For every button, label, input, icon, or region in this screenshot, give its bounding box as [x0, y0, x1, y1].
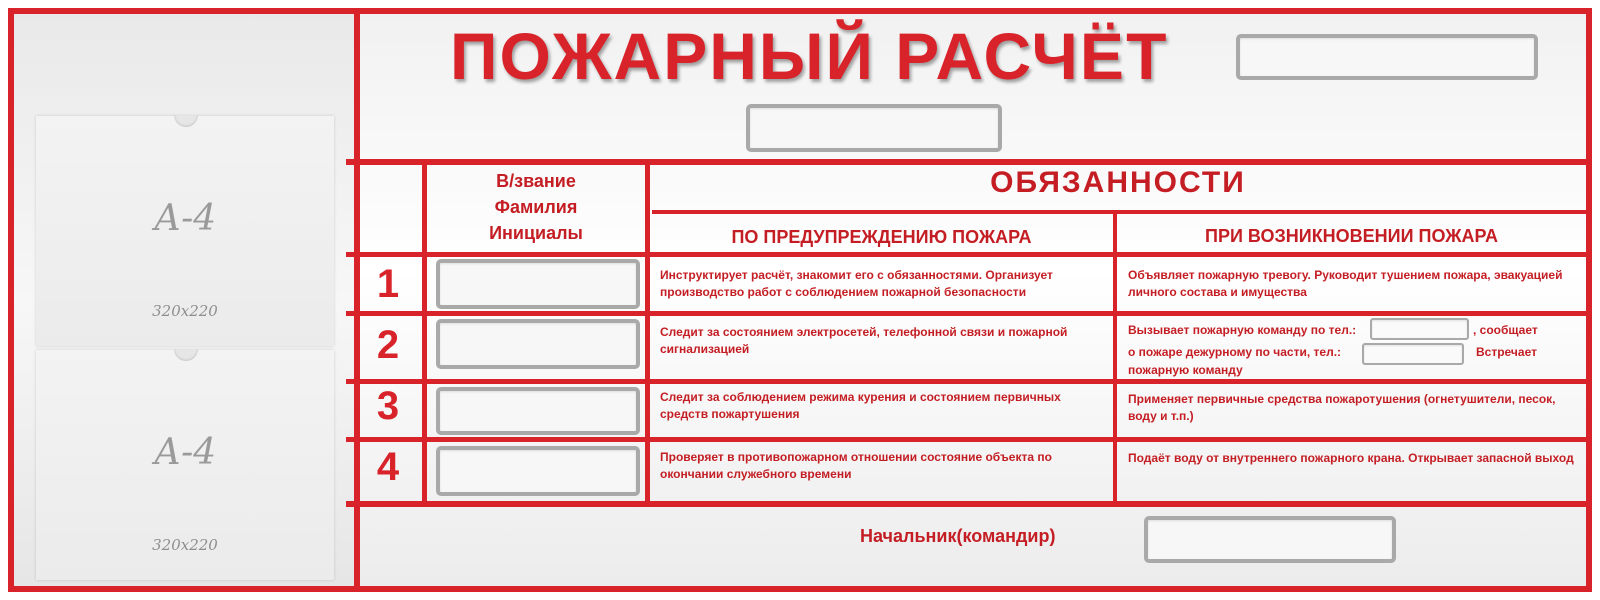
chief-name-field[interactable]: [1144, 516, 1396, 563]
title-right-field[interactable]: [1236, 34, 1538, 80]
pocket-notch: [174, 115, 198, 127]
duties-divider: [652, 210, 1586, 214]
prevention-header: ПО ПРЕДУПРЕЖДЕНИЮ ПОЖАРА: [731, 227, 1032, 247]
pocket-notch: [174, 349, 198, 361]
duty-officer-phone-field[interactable]: [1362, 343, 1464, 365]
a4-pocket-top: [36, 116, 334, 346]
fire-duty-2-part2: , сообщает: [1473, 323, 1538, 337]
duties-header: ОБЯЗАННОСТИ: [990, 166, 1246, 199]
fire-duty-4: Подаёт воду от внутреннего пожарного крана. Открывает запасной выход: [1128, 451, 1574, 465]
pocket-format: А-4: [153, 198, 217, 239]
row-number: 1: [376, 262, 400, 306]
row-divider: [346, 379, 1586, 384]
name-column-line: [645, 160, 650, 504]
prevention-duty-2: Следит за состоянием электросетей, телефонной связи и пожарной сигнализацией: [660, 325, 1068, 356]
document-pockets-panel: [14, 14, 360, 586]
name-field-1[interactable]: [436, 259, 640, 309]
pocket-format: А-4: [153, 432, 217, 473]
fire-duty-2-part5: пожарную команду: [1128, 363, 1243, 377]
prevention-duty-4: Проверяет в противопожарном отношении состояние объекта по окончании служебного времени: [660, 450, 1052, 481]
table-top-line: [346, 159, 1586, 165]
name-field-3[interactable]: [436, 387, 640, 435]
fire-duty-2-part3: о пожаре дежурному по части, тел.:: [1128, 345, 1342, 359]
fire-dept-phone-field[interactable]: [1370, 318, 1469, 340]
name-field-4[interactable]: [436, 446, 640, 496]
prevention-duty-3: Следит за соблюдением режима курения и состоянием первичных средств пожартушения: [660, 390, 1061, 421]
name-field-2[interactable]: [436, 319, 640, 369]
prevention-duty-1: Инструктирует расчёт, знакомит его с обязанностями. Организует производство работ с соблюдением пожарной безопасности: [660, 268, 1053, 299]
row-number: 2: [376, 323, 400, 367]
table-bottom-line: [346, 501, 1586, 507]
chief-label: Начальник(командир): [860, 526, 1056, 546]
row-divider: [346, 311, 1586, 316]
header-bottom-line: [346, 252, 1586, 257]
duties-column-line: [1113, 211, 1117, 504]
pocket-size: 320х220: [152, 302, 218, 320]
fire-header: ПРИ ВОЗНИКНОВЕНИИ ПОЖАРА: [1205, 226, 1498, 246]
fire-duty-1: Объявляет пожарную тревогу. Руководит тушением пожара, эвакуацией личного состава и имущества: [1128, 268, 1563, 299]
header-initials: Инициалы: [489, 223, 583, 243]
row-number: 3: [376, 384, 400, 428]
a4-pocket-bottom: [36, 350, 334, 580]
fire-duty-3: Применяет первичные средства пожаротушения (огнетушители, песок, воду и т.п.): [1128, 392, 1556, 423]
fire-duty-2-part4: Встречает: [1476, 345, 1537, 359]
header-rank: В/звание: [496, 171, 576, 191]
header-surname: Фамилия: [494, 197, 578, 217]
page-title: ПОЖАРНЫЙ РАСЧЁТ: [450, 19, 1169, 93]
name-column-header: [427, 168, 645, 246]
row-number: 4: [376, 445, 400, 489]
unit-field[interactable]: [746, 104, 1002, 152]
row-divider: [346, 437, 1586, 442]
fire-duty-2-part1: Вызывает пожарную команду по тел.:: [1128, 323, 1357, 337]
pocket-size: 320х220: [152, 536, 218, 554]
